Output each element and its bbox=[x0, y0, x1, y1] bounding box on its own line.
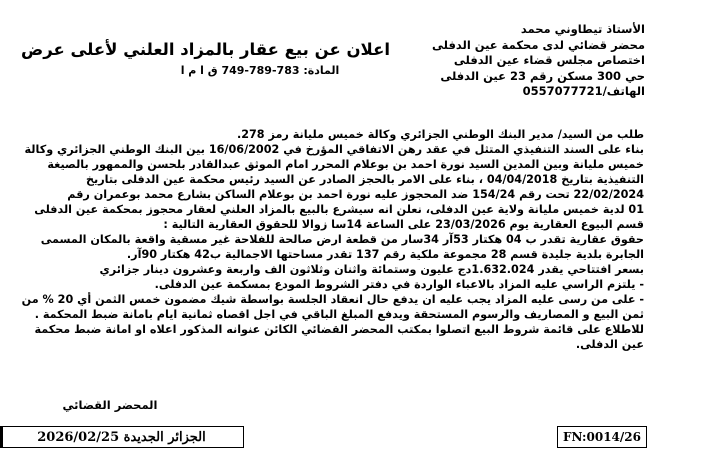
notice-title: اعلان عن بيع عقار بالمزاد العلني لأعلى عرض bbox=[21, 40, 390, 59]
body-line: طلب من السيد/ مدير البنك الوطني الجزائري وكالة خميس مليانة رمز 278. bbox=[236, 128, 644, 141]
body-line: التنفيذية بتاريخ 04/04/2018 ، بناء على الامر بالحجز الصادر عن السيد رئيس محكمة عين الدفلى بتاريخ bbox=[85, 173, 644, 186]
body-line: قسم البيوع العقارية يوم 23/03/2026 على الساعة 14سا زوالا للحقوق العقارية التالية : bbox=[163, 218, 644, 231]
body-line: 01 لدية خميس مليانة ولاية عين الدفلى، نعلن انه سيشرع بالبيع بالمزاد العلني لعقار محجوز بمحكمة عين الدفلى bbox=[34, 203, 644, 216]
body-line: 22/02/2024 تحت رقم 154/24 ضد المحجوز عليه نورة احمد بن بوعلام الساكن بشارع محمد بوعمران رقم bbox=[67, 188, 644, 201]
bailiff-jurisdiction: اختصاص مجلس قضاء عين الدفلى bbox=[453, 53, 645, 67]
body-line: حقوق عقارية تقدر ب 04 هكتار 53آر 34سار من قطعة ارض صالحة للفلاحة غير مسقية واقعة بالمكان المسمى bbox=[40, 233, 644, 246]
body-line: عين الدفلى. bbox=[575, 338, 644, 351]
body-line: خميس مليانة وبين المدين السيد نورة احمد بن بوعلام المحرر امام الموثق عبدالقادر بلحسن والممهور بالصيغة bbox=[47, 158, 644, 171]
body-line: للاطلاع على قائمة شروط البيع اتصلوا بمكتب المحضر القضائي الكائن عنوانه المذكور اعلاه او امانة ضبط محكمة bbox=[34, 323, 644, 336]
body-line: - على من رسى عليه المزاد يجب عليه ان يدفع حال انعقاد الجلسة بواسطة شيك مضمون خمس الثمن أي 20 % من bbox=[21, 293, 644, 306]
body-line: بسعر افتتاحي يقدر 1.632.024دج عليون وستمائة واثنان وثلاثون الف واربعة وعشرون دينار جزائري bbox=[99, 263, 644, 276]
fn-number-box: FN:0014/26 bbox=[557, 426, 647, 448]
notice-body bbox=[21, 127, 644, 352]
body-line: الجابرة بلدية جليدة قسم 28 مجموعة ملكية رقم 137 تقدر مساحتها الاجمالية ب42 هكتار 90آر. bbox=[126, 248, 644, 261]
body-line: بناء على السند التنفيذي المتثل في عقد رهن الاتفاقي المؤرخ في 16/06/2002 بين البنك الوطني الجزائري وكالة bbox=[24, 143, 644, 156]
bailiff-info bbox=[432, 22, 645, 100]
case-reference: المادة: 783-789-749 ق ا م ا bbox=[180, 64, 340, 77]
bailiff-phone: الهاتف/0557077721 bbox=[522, 84, 645, 98]
bailiff-name: الأستاذ تيطاوني محمد bbox=[520, 22, 645, 36]
signature-label: المحضر القضائي bbox=[62, 398, 158, 412]
newspaper-date-box: الجزائر الجديدة 2026/02/25 bbox=[0, 426, 244, 448]
bailiff-court: محضر قضائي لدى محكمة عين الدفلى bbox=[432, 37, 645, 52]
bailiff-address: حي 300 مسكن رقم 23 عين الدفلى bbox=[440, 68, 645, 83]
body-line: - يلتزم الراسي عليه المزاد بالاعباء الواردة في دفتر الشروط المودع بمسكمة عين الدفلى. bbox=[154, 278, 644, 291]
body-line: ثمن البيع و المصاريف والرسوم المستحقة ويدفع المبلغ الباقي في اجل اقصاه ثمانية ايام بامانة ضبط المحكمة . bbox=[34, 308, 644, 321]
